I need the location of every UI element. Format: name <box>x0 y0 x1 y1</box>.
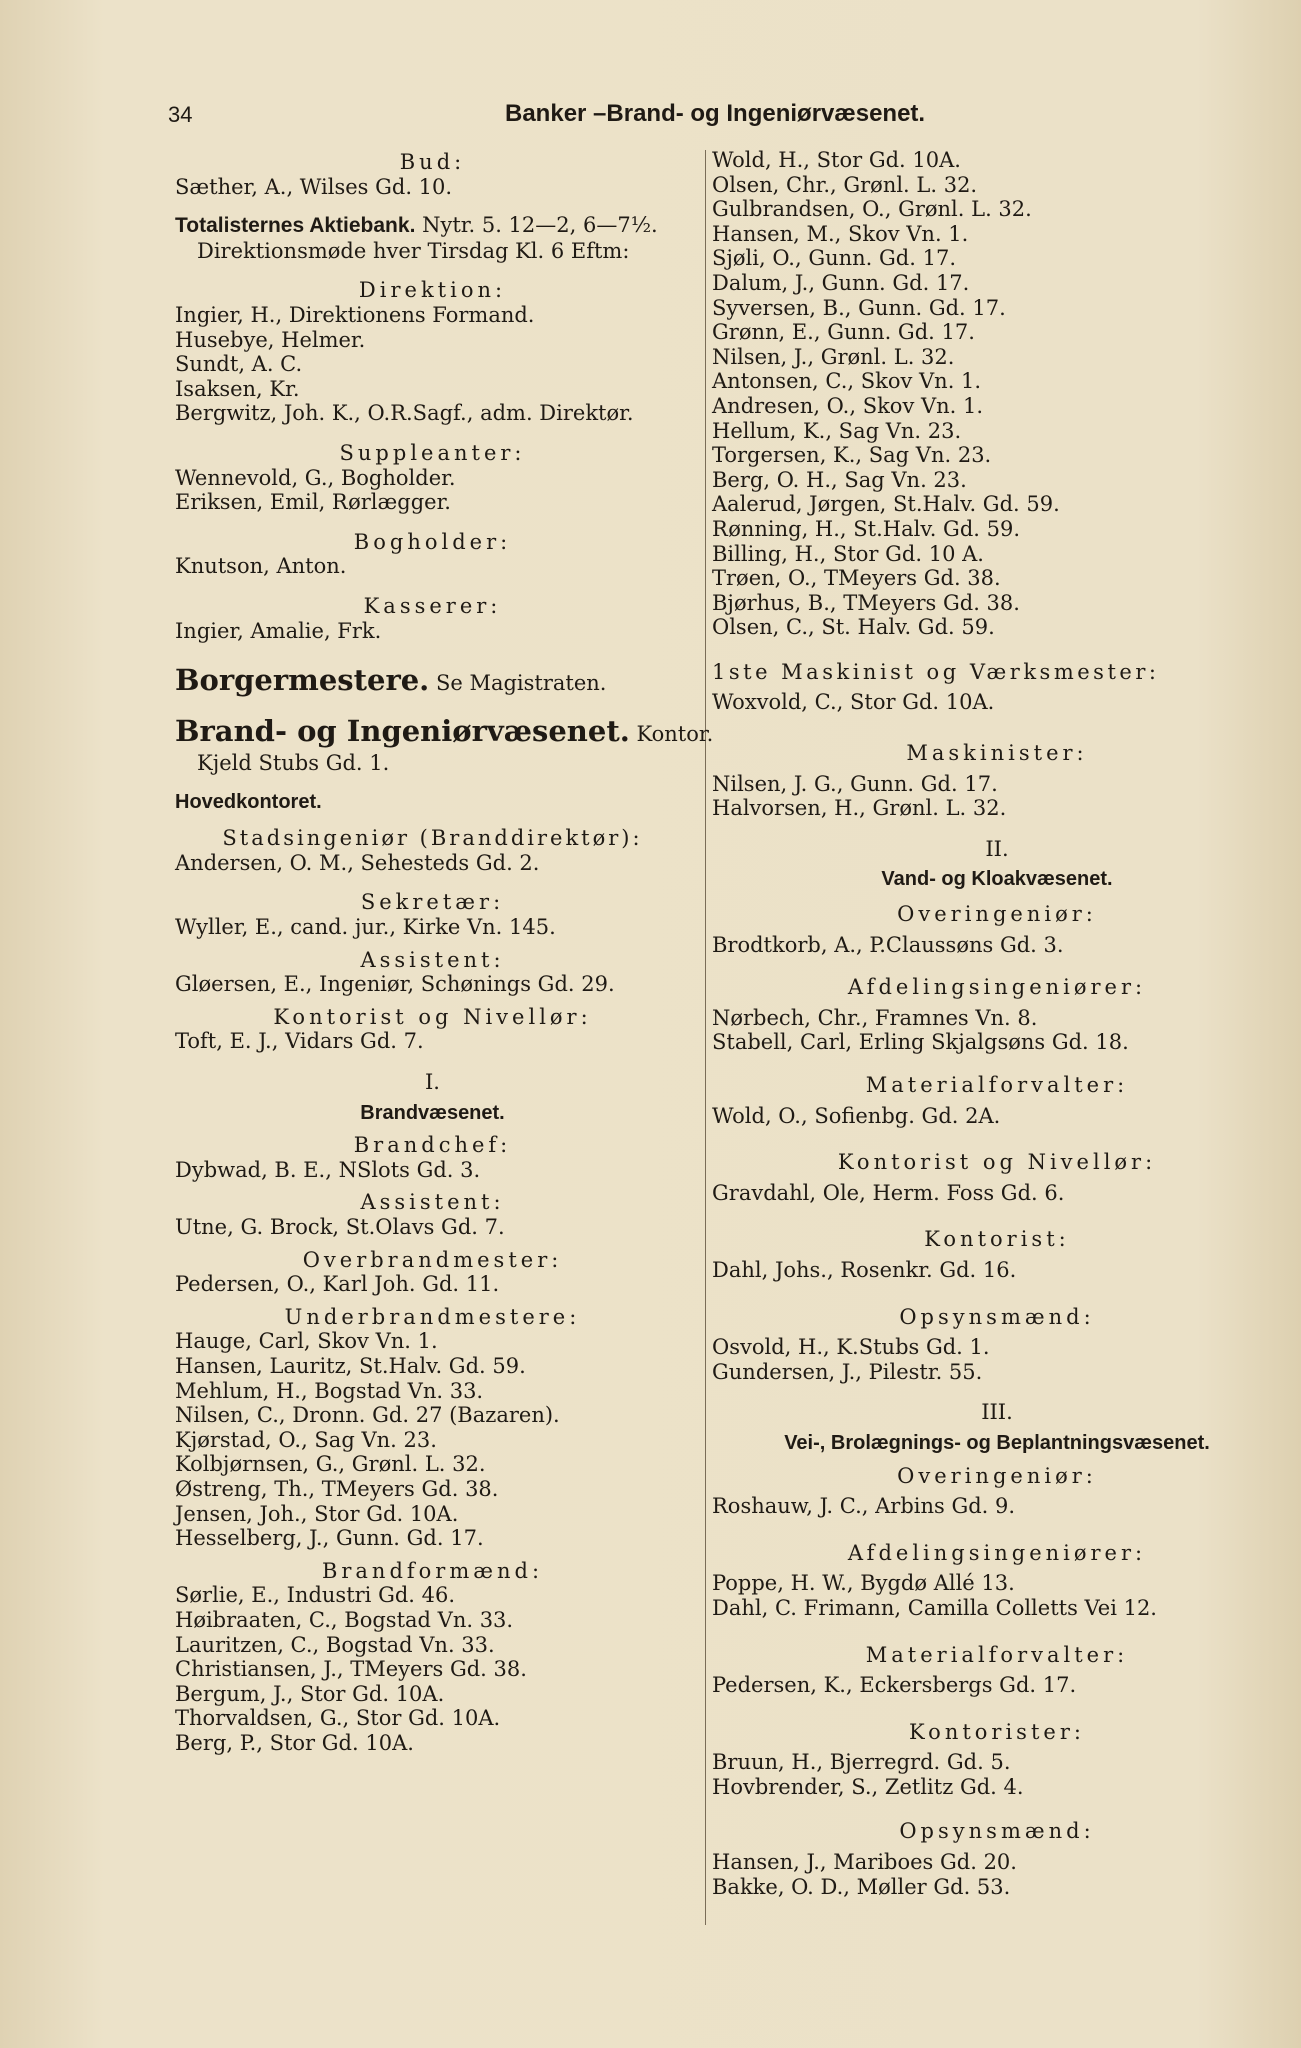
list-item: Grønn, E., Gunn. Gd. 17. <box>712 320 975 345</box>
list-item: Lauritzen, C., Bogstad Vn. 33. <box>175 1632 495 1657</box>
role-heading: Kontorist og Nivellør: <box>837 1150 1157 1175</box>
role-heading: Kontorist: <box>924 1227 1070 1252</box>
list-item: Hauge, Carl, Skov Vn. 1. <box>175 1329 438 1354</box>
brand-title: Brand- og Ingeniørvæsenet. <box>175 714 630 749</box>
list-item: Thorvaldsen, G., Stor Gd. 10A. <box>175 1706 501 1731</box>
list-item: Hansen, M., Skov Vn. 1. <box>712 221 969 246</box>
role-heading: Kontorister: <box>909 1719 1085 1744</box>
bank-hours: Nytr. 5. 12—2, 6—7½. <box>415 213 658 238</box>
entry: Pedersen, K., Eckersbergs Gd. 17. <box>712 1673 1077 1698</box>
list-item: Sjøli, O., Gunn. Gd. 17. <box>712 246 957 271</box>
list-item: Halvorsen, H., Grønl. L. 32. <box>712 796 1007 821</box>
list-item: Isaksen, Kr. <box>175 376 300 401</box>
list-item: Rønning, H., St.Halv. Gd. 59. <box>712 516 1021 541</box>
list-item: Hellum, K., Sag Vn. 23. <box>712 418 962 443</box>
role-heading: Kontorist og Nivellør: <box>273 1004 592 1029</box>
list-item: Bergwitz, Joh. K., O.R.Sagf., adm. Direktør. <box>175 401 634 426</box>
bank-meeting: Direktionsmøde hver Tirsdag Kl. 6 Eftm: <box>197 238 630 263</box>
roman-numeral: I. <box>425 1070 440 1095</box>
list-item: Kolbjørnsen, G., Grønl. L. 32. <box>175 1452 486 1477</box>
list-item: Sørlie, E., Industri Gd. 46. <box>175 1583 456 1608</box>
list-item: Nilsen, J. G., Gunn. Gd. 17. <box>712 771 998 796</box>
column-divider <box>705 150 706 1925</box>
brand-kontor: Kontor. <box>629 722 714 747</box>
list-item: Torgersen, K., Sag Vn. 23. <box>712 443 992 468</box>
brand-address: Kjeld Stubs Gd. 1. <box>197 751 390 776</box>
brandform-continued-list <box>712 148 1282 640</box>
role-heading: Brandformænd: <box>321 1558 544 1583</box>
subsection-vand: Vand- og Kloakvæsenet. <box>881 868 1113 891</box>
role-heading: Underbrandmestere: <box>284 1304 581 1329</box>
list-item: Syversen, B., Gunn. Gd. 17. <box>712 295 1006 320</box>
entry: Dahl, Johs., Rosenkr. Gd. 16. <box>712 1257 1017 1282</box>
role-heading: Brandchef: <box>353 1133 512 1158</box>
list-item: Dahl, C. Frimann, Camilla Colletts Vei 12. <box>712 1595 1157 1620</box>
role-heading: Opsynsmænd: <box>899 1304 1095 1329</box>
list-item: Berg, O. H., Sag Vn. 23. <box>712 467 967 492</box>
direktion-list <box>175 303 690 426</box>
entry: Knutson, Anton. <box>175 554 347 579</box>
role-heading: Overingeniør: <box>897 1463 1097 1488</box>
list-item: Berg, P., Stor Gd. 10A. <box>175 1730 414 1755</box>
subsection-vei: Vei-, Brolægnings- og Beplantningsvæsenet. <box>784 1431 1210 1454</box>
list-item: Gulbrandsen, O., Grønl. L. 32. <box>712 197 1032 222</box>
list-item: Østreng, Th., TMeyers Gd. 38. <box>175 1476 499 1501</box>
entry: Roshauw, J. C., Arbins Gd. 9. <box>712 1494 1016 1519</box>
section-heading-bud: Bud: <box>399 150 466 174</box>
role-heading: Afdelingsingeniører: <box>847 975 1147 1000</box>
underbrand-list <box>175 1329 690 1550</box>
list-item: Bakke, O. D., Møller Gd. 53. <box>712 1874 1011 1899</box>
list-item: Kjørstad, O., Sag Vn. 23. <box>175 1427 437 1452</box>
list-item: Hansen, Lauritz, St.Halv. Gd. 59. <box>175 1353 526 1378</box>
list-item: Husebye, Helmer. <box>175 327 366 352</box>
list-item: Olsen, Chr., Grønl. L. 32. <box>712 172 978 197</box>
entry: Brodtkorb, A., P.Claussøns Gd. 3. <box>712 932 1064 957</box>
role-heading: Stadsingeniør (Branddirektør): <box>222 826 643 851</box>
list-item: Nilsen, C., Dronn. Gd. 27 (Bazaren). <box>175 1403 560 1428</box>
list-item: Bruun, H., Bjerregrd. Gd. 5. <box>712 1750 1011 1775</box>
entry: Woxvold, C., Stor Gd. 10A. <box>712 690 995 715</box>
role-heading: Materialforvalter: <box>865 1642 1129 1667</box>
bank-entry <box>175 213 690 239</box>
entry: Dybwad, B. E., NSlots Gd. 3. <box>175 1157 481 1182</box>
section-heading-kasserer: Kasserer: <box>363 593 502 618</box>
entry: Ingier, Amalie, Frk. <box>175 618 382 643</box>
list-item: Dalum, J., Gunn. Gd. 17. <box>712 270 970 295</box>
list-item: Wold, H., Stor Gd. 10A. <box>712 148 961 172</box>
list-item: Osvold, H., K.Stubs Gd. 1. <box>712 1335 990 1360</box>
list-item: Aalerud, Jørgen, St.Halv. Gd. 59. <box>712 492 1060 517</box>
entry: Wyller, E., cand. jur., Kirke Vn. 145. <box>175 915 556 940</box>
left-column <box>175 150 714 1755</box>
role-heading: Opsynsmænd: <box>899 1819 1095 1844</box>
list-item: Antonsen, C., Skov Vn. 1. <box>712 369 982 394</box>
list-item: Jensen, Joh., Stor Gd. 10A. <box>175 1501 459 1526</box>
list-item: Ingier, H., Direktionens Formand. <box>175 302 535 327</box>
entry: Andersen, O. M., Sehesteds Gd. 2. <box>175 850 540 875</box>
role-heading: 1ste Maskinist og Værksmester: <box>712 659 1160 684</box>
list-item: Eriksen, Emil, Rørlægger. <box>175 490 451 515</box>
entry: Gravdahl, Ole, Herm. Foss Gd. 6. <box>712 1180 1065 1205</box>
role-heading: Sekretær: <box>360 890 505 915</box>
list-item: Hovbrender, S., Zetlitz Gd. 4. <box>712 1774 1024 1799</box>
roman-numeral: II. <box>985 836 1009 861</box>
list-item: Trøen, O., TMeyers Gd. 38. <box>712 566 1001 591</box>
brandform-list <box>175 1583 690 1755</box>
list-item: Christiansen, J., TMeyers Gd. 38. <box>175 1657 527 1682</box>
list-item: Andresen, O., Skov Vn. 1. <box>712 393 984 418</box>
entry: Gløersen, E., Ingeniør, Schønings Gd. 29. <box>175 972 615 997</box>
list-item: Poppe, H. W., Bygdø Allé 13. <box>712 1571 1015 1596</box>
list-item: Bjørhus, B., TMeyers Gd. 38. <box>712 590 1020 615</box>
page-number: 34 <box>168 102 193 127</box>
running-title: Banker –Brand- og Ingeniørvæsenet. <box>505 100 926 127</box>
list-item: Bergum, J., Stor Gd. 10A. <box>175 1681 445 1706</box>
borgermestere-title: Borgermestere. <box>175 663 430 698</box>
role-heading: Afdelingsingeniører: <box>847 1540 1147 1565</box>
list-item: Hansen, J., Mariboes Gd. 20. <box>712 1850 1017 1875</box>
section-heading-suppleanter: Suppleanter: <box>339 440 526 465</box>
list-item: Nilsen, J., Grønl. L. 32. <box>712 344 955 369</box>
bank-name: Totalisternes Aktiebank. <box>175 214 416 238</box>
entry: Toft, E. J., Vidars Gd. 7. <box>175 1029 424 1054</box>
list-item: Olsen, C., St. Halv. Gd. 59. <box>712 615 995 640</box>
role-heading: Materialforvalter: <box>865 1073 1129 1097</box>
list-item: Sundt, A. C. <box>175 352 303 377</box>
subsection-brandvaesenet: Brandvæsenet. <box>360 1101 505 1124</box>
list-item: Wennevold, G., Bogholder. <box>175 465 456 490</box>
role-heading: Assistent: <box>360 1190 505 1215</box>
role-heading: Assistent: <box>360 947 505 972</box>
entry: Wold, O., Sofienbg. Gd. 2A. <box>712 1103 1001 1128</box>
list-item: Høibraaten, C., Bogstad Vn. 33. <box>175 1607 514 1632</box>
borgermestere-ref: Se Magistraten. <box>429 671 607 696</box>
subsection-hovedkontoret: Hovedkontoret. <box>175 790 322 813</box>
role-heading: Overbrandmester: <box>302 1247 563 1272</box>
list-item: Billing, H., Stor Gd. 10 A. <box>712 541 984 566</box>
roman-numeral: III. <box>981 1400 1013 1425</box>
right-column <box>712 148 1282 1899</box>
list-item: Nørbech, Chr., Framnes Vn. 8. <box>712 1005 1038 1030</box>
brand-entry <box>175 714 714 751</box>
list-item: Stabell, Carl, Erling Skjalgsøns Gd. 18. <box>712 1030 1129 1055</box>
list-item: Hesselberg, J., Gunn. Gd. 17. <box>175 1526 484 1551</box>
list-item: Mehlum, H., Bogstad Vn. 33. <box>175 1378 484 1403</box>
entry: Pedersen, O., Karl Joh. Gd. 11. <box>175 1272 500 1297</box>
section-heading-direktion: Direktion: <box>358 278 507 303</box>
entry: Utne, G. Brock, St.Olavs Gd. 7. <box>175 1215 505 1239</box>
section-heading-bogholder: Bogholder: <box>353 529 512 554</box>
list-item: Gundersen, J., Pilestr. 55. <box>712 1359 983 1384</box>
entry: Sæther, A., Wilses Gd. 10. <box>175 174 453 199</box>
role-heading: Maskinister: <box>906 741 1088 766</box>
role-heading: Overingeniør: <box>897 902 1097 927</box>
borgermestere-entry <box>175 663 690 700</box>
